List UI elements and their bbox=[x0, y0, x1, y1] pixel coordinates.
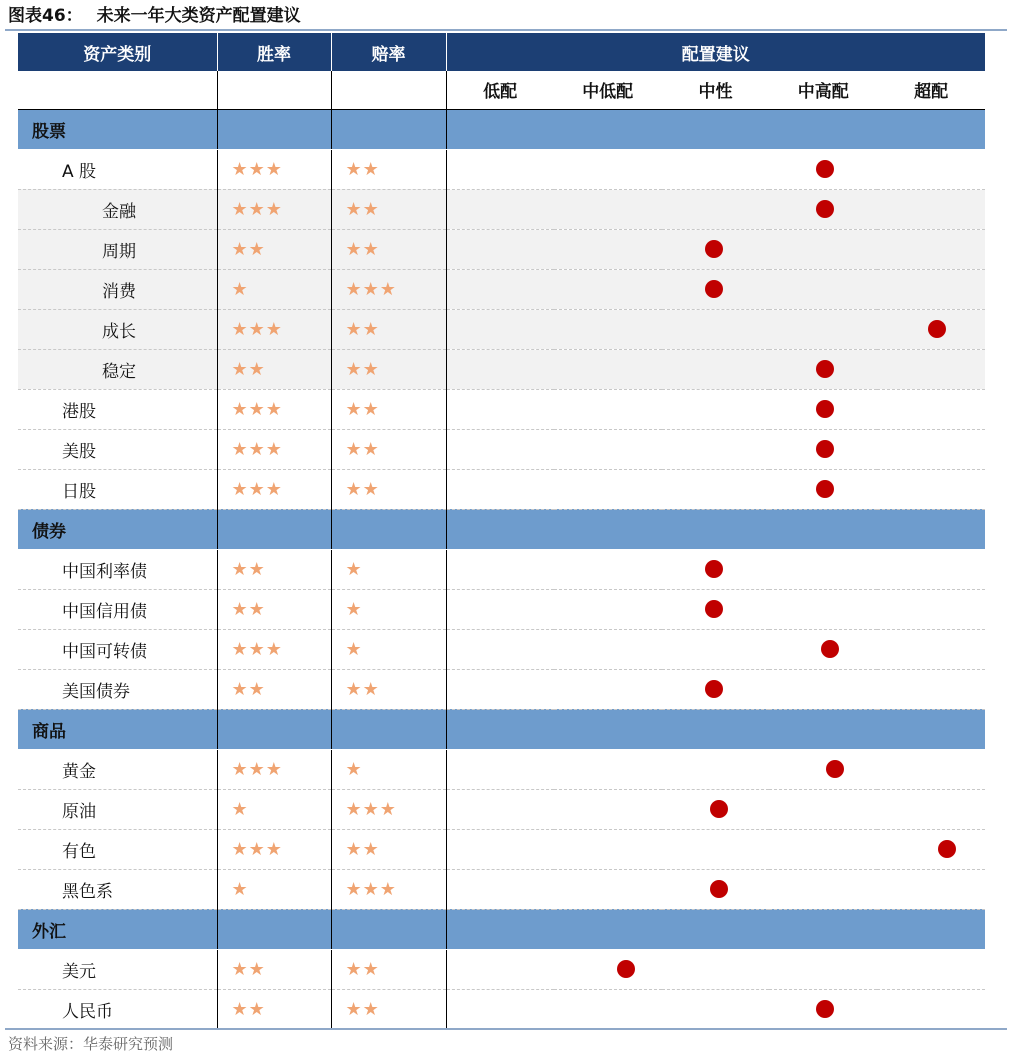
top-rule bbox=[5, 29, 1007, 31]
win-stars: ★★★ bbox=[217, 149, 331, 189]
odds-stars: ★★★ bbox=[331, 269, 446, 309]
allocation-dot bbox=[816, 160, 834, 178]
bottom-rule bbox=[5, 1028, 1007, 1030]
level-mid-overweight: 中高配 bbox=[769, 71, 877, 109]
asset-name: 成长 bbox=[18, 309, 217, 349]
win-stars: ★★★ bbox=[217, 829, 331, 869]
sub-blank-win bbox=[217, 71, 331, 109]
asset-name: 中国可转债 bbox=[18, 629, 217, 669]
allocation-dot bbox=[705, 680, 723, 698]
allocation-dot bbox=[705, 280, 723, 298]
asset-name: 中国利率债 bbox=[18, 549, 217, 589]
level-mid-underweight: 中低配 bbox=[554, 71, 662, 109]
allocation-dot bbox=[816, 360, 834, 378]
allocation-dot bbox=[816, 1000, 834, 1018]
odds-stars: ★★ bbox=[331, 829, 446, 869]
asset-name: 稳定 bbox=[18, 349, 217, 389]
win-stars: ★★ bbox=[217, 669, 331, 709]
odds-stars: ★★★ bbox=[331, 789, 446, 829]
table-row bbox=[18, 389, 985, 429]
win-stars: ★★ bbox=[217, 349, 331, 389]
win-stars: ★★ bbox=[217, 949, 331, 989]
allocation-level-row bbox=[18, 71, 985, 109]
allocation-dot bbox=[816, 480, 834, 498]
odds-stars: ★★ bbox=[331, 429, 446, 469]
win-stars: ★★ bbox=[217, 989, 331, 1029]
table-row bbox=[18, 629, 985, 669]
table-row bbox=[18, 829, 985, 869]
table-row bbox=[18, 149, 985, 189]
win-stars: ★★★ bbox=[217, 629, 331, 669]
odds-stars: ★★ bbox=[331, 189, 446, 229]
odds-stars: ★ bbox=[331, 589, 446, 629]
table-row bbox=[18, 429, 985, 469]
asset-name: 消费 bbox=[18, 269, 217, 309]
category-row bbox=[18, 909, 985, 949]
odds-stars: ★★ bbox=[331, 309, 446, 349]
win-stars: ★★★ bbox=[217, 749, 331, 789]
asset-name: A 股 bbox=[18, 149, 217, 189]
allocation-dot bbox=[938, 840, 956, 858]
asset-name: 日股 bbox=[18, 469, 217, 509]
allocation-dot bbox=[705, 560, 723, 578]
header-asset: 资产类别 bbox=[18, 33, 217, 71]
table-row bbox=[18, 269, 985, 309]
allocation-dot bbox=[816, 400, 834, 418]
asset-name: 中国信用债 bbox=[18, 589, 217, 629]
asset-name: 金融 bbox=[18, 189, 217, 229]
win-stars: ★★★ bbox=[217, 469, 331, 509]
table-row bbox=[18, 989, 985, 1029]
odds-stars: ★★★ bbox=[331, 869, 446, 909]
category-name: 债券 bbox=[18, 509, 217, 549]
allocation-dot bbox=[705, 240, 723, 258]
win-stars: ★★ bbox=[217, 229, 331, 269]
asset-name: 美国债券 bbox=[18, 669, 217, 709]
table-row bbox=[18, 949, 985, 989]
asset-name: 黑色系 bbox=[18, 869, 217, 909]
category-row bbox=[18, 109, 985, 149]
asset-name: 原油 bbox=[18, 789, 217, 829]
win-stars: ★★★ bbox=[217, 429, 331, 469]
win-stars: ★ bbox=[217, 269, 331, 309]
odds-stars: ★ bbox=[331, 629, 446, 669]
table-row bbox=[18, 669, 985, 709]
figure-title bbox=[8, 3, 301, 29]
asset-name: 人民币 bbox=[18, 989, 217, 1029]
table-row bbox=[18, 469, 985, 509]
table-row bbox=[18, 869, 985, 909]
header-odds: 赔率 bbox=[331, 33, 446, 71]
odds-stars: ★★ bbox=[331, 349, 446, 389]
table-row bbox=[18, 589, 985, 629]
win-stars: ★★ bbox=[217, 589, 331, 629]
odds-stars: ★★ bbox=[331, 949, 446, 989]
sub-blank-asset bbox=[18, 71, 217, 109]
asset-name: 港股 bbox=[18, 389, 217, 429]
source-note: 资料来源：华泰研究预测 bbox=[8, 1035, 174, 1053]
figure-title-text: 未来一年大类资产配置建议 bbox=[96, 6, 301, 26]
odds-stars: ★★ bbox=[331, 469, 446, 509]
odds-stars: ★★ bbox=[331, 669, 446, 709]
win-stars: ★★★ bbox=[217, 389, 331, 429]
allocation-dot bbox=[705, 600, 723, 618]
table-row bbox=[18, 749, 985, 789]
asset-allocation-table bbox=[18, 33, 985, 1029]
table-row bbox=[18, 229, 985, 269]
level-overweight: 超配 bbox=[877, 71, 985, 109]
level-neutral: 中性 bbox=[662, 71, 770, 109]
figure-label: 图表46： bbox=[8, 6, 83, 26]
category-row bbox=[18, 509, 985, 549]
allocation-dot bbox=[816, 200, 834, 218]
allocation-dot bbox=[928, 320, 946, 338]
odds-stars: ★★ bbox=[331, 989, 446, 1029]
table-row bbox=[18, 349, 985, 389]
odds-stars: ★★ bbox=[331, 229, 446, 269]
asset-name: 黄金 bbox=[18, 749, 217, 789]
asset-name: 有色 bbox=[18, 829, 217, 869]
win-stars: ★ bbox=[217, 789, 331, 829]
table-row bbox=[18, 789, 985, 829]
asset-name: 周期 bbox=[18, 229, 217, 269]
allocation-dot bbox=[821, 640, 839, 658]
odds-stars: ★ bbox=[331, 749, 446, 789]
category-name: 商品 bbox=[18, 709, 217, 749]
table-header-row bbox=[18, 33, 985, 71]
asset-name: 美元 bbox=[18, 949, 217, 989]
win-stars: ★ bbox=[217, 869, 331, 909]
odds-stars: ★ bbox=[331, 549, 446, 589]
category-row bbox=[18, 709, 985, 749]
table-row bbox=[18, 549, 985, 589]
header-allocation: 配置建议 bbox=[446, 33, 985, 71]
category-name: 外汇 bbox=[18, 909, 217, 949]
category-name: 股票 bbox=[18, 109, 217, 149]
win-stars: ★★★ bbox=[217, 309, 331, 349]
sub-blank-odds bbox=[331, 71, 446, 109]
allocation-dot bbox=[826, 760, 844, 778]
allocation-dot bbox=[710, 800, 728, 818]
odds-stars: ★★ bbox=[331, 389, 446, 429]
asset-name: 美股 bbox=[18, 429, 217, 469]
table-row bbox=[18, 189, 985, 229]
header-win: 胜率 bbox=[217, 33, 331, 71]
allocation-dot bbox=[816, 440, 834, 458]
table-row bbox=[18, 309, 985, 349]
odds-stars: ★★ bbox=[331, 149, 446, 189]
allocation-dot bbox=[617, 960, 635, 978]
allocation-dot bbox=[710, 880, 728, 898]
level-underweight: 低配 bbox=[446, 71, 554, 109]
win-stars: ★★★ bbox=[217, 189, 331, 229]
win-stars: ★★ bbox=[217, 549, 331, 589]
